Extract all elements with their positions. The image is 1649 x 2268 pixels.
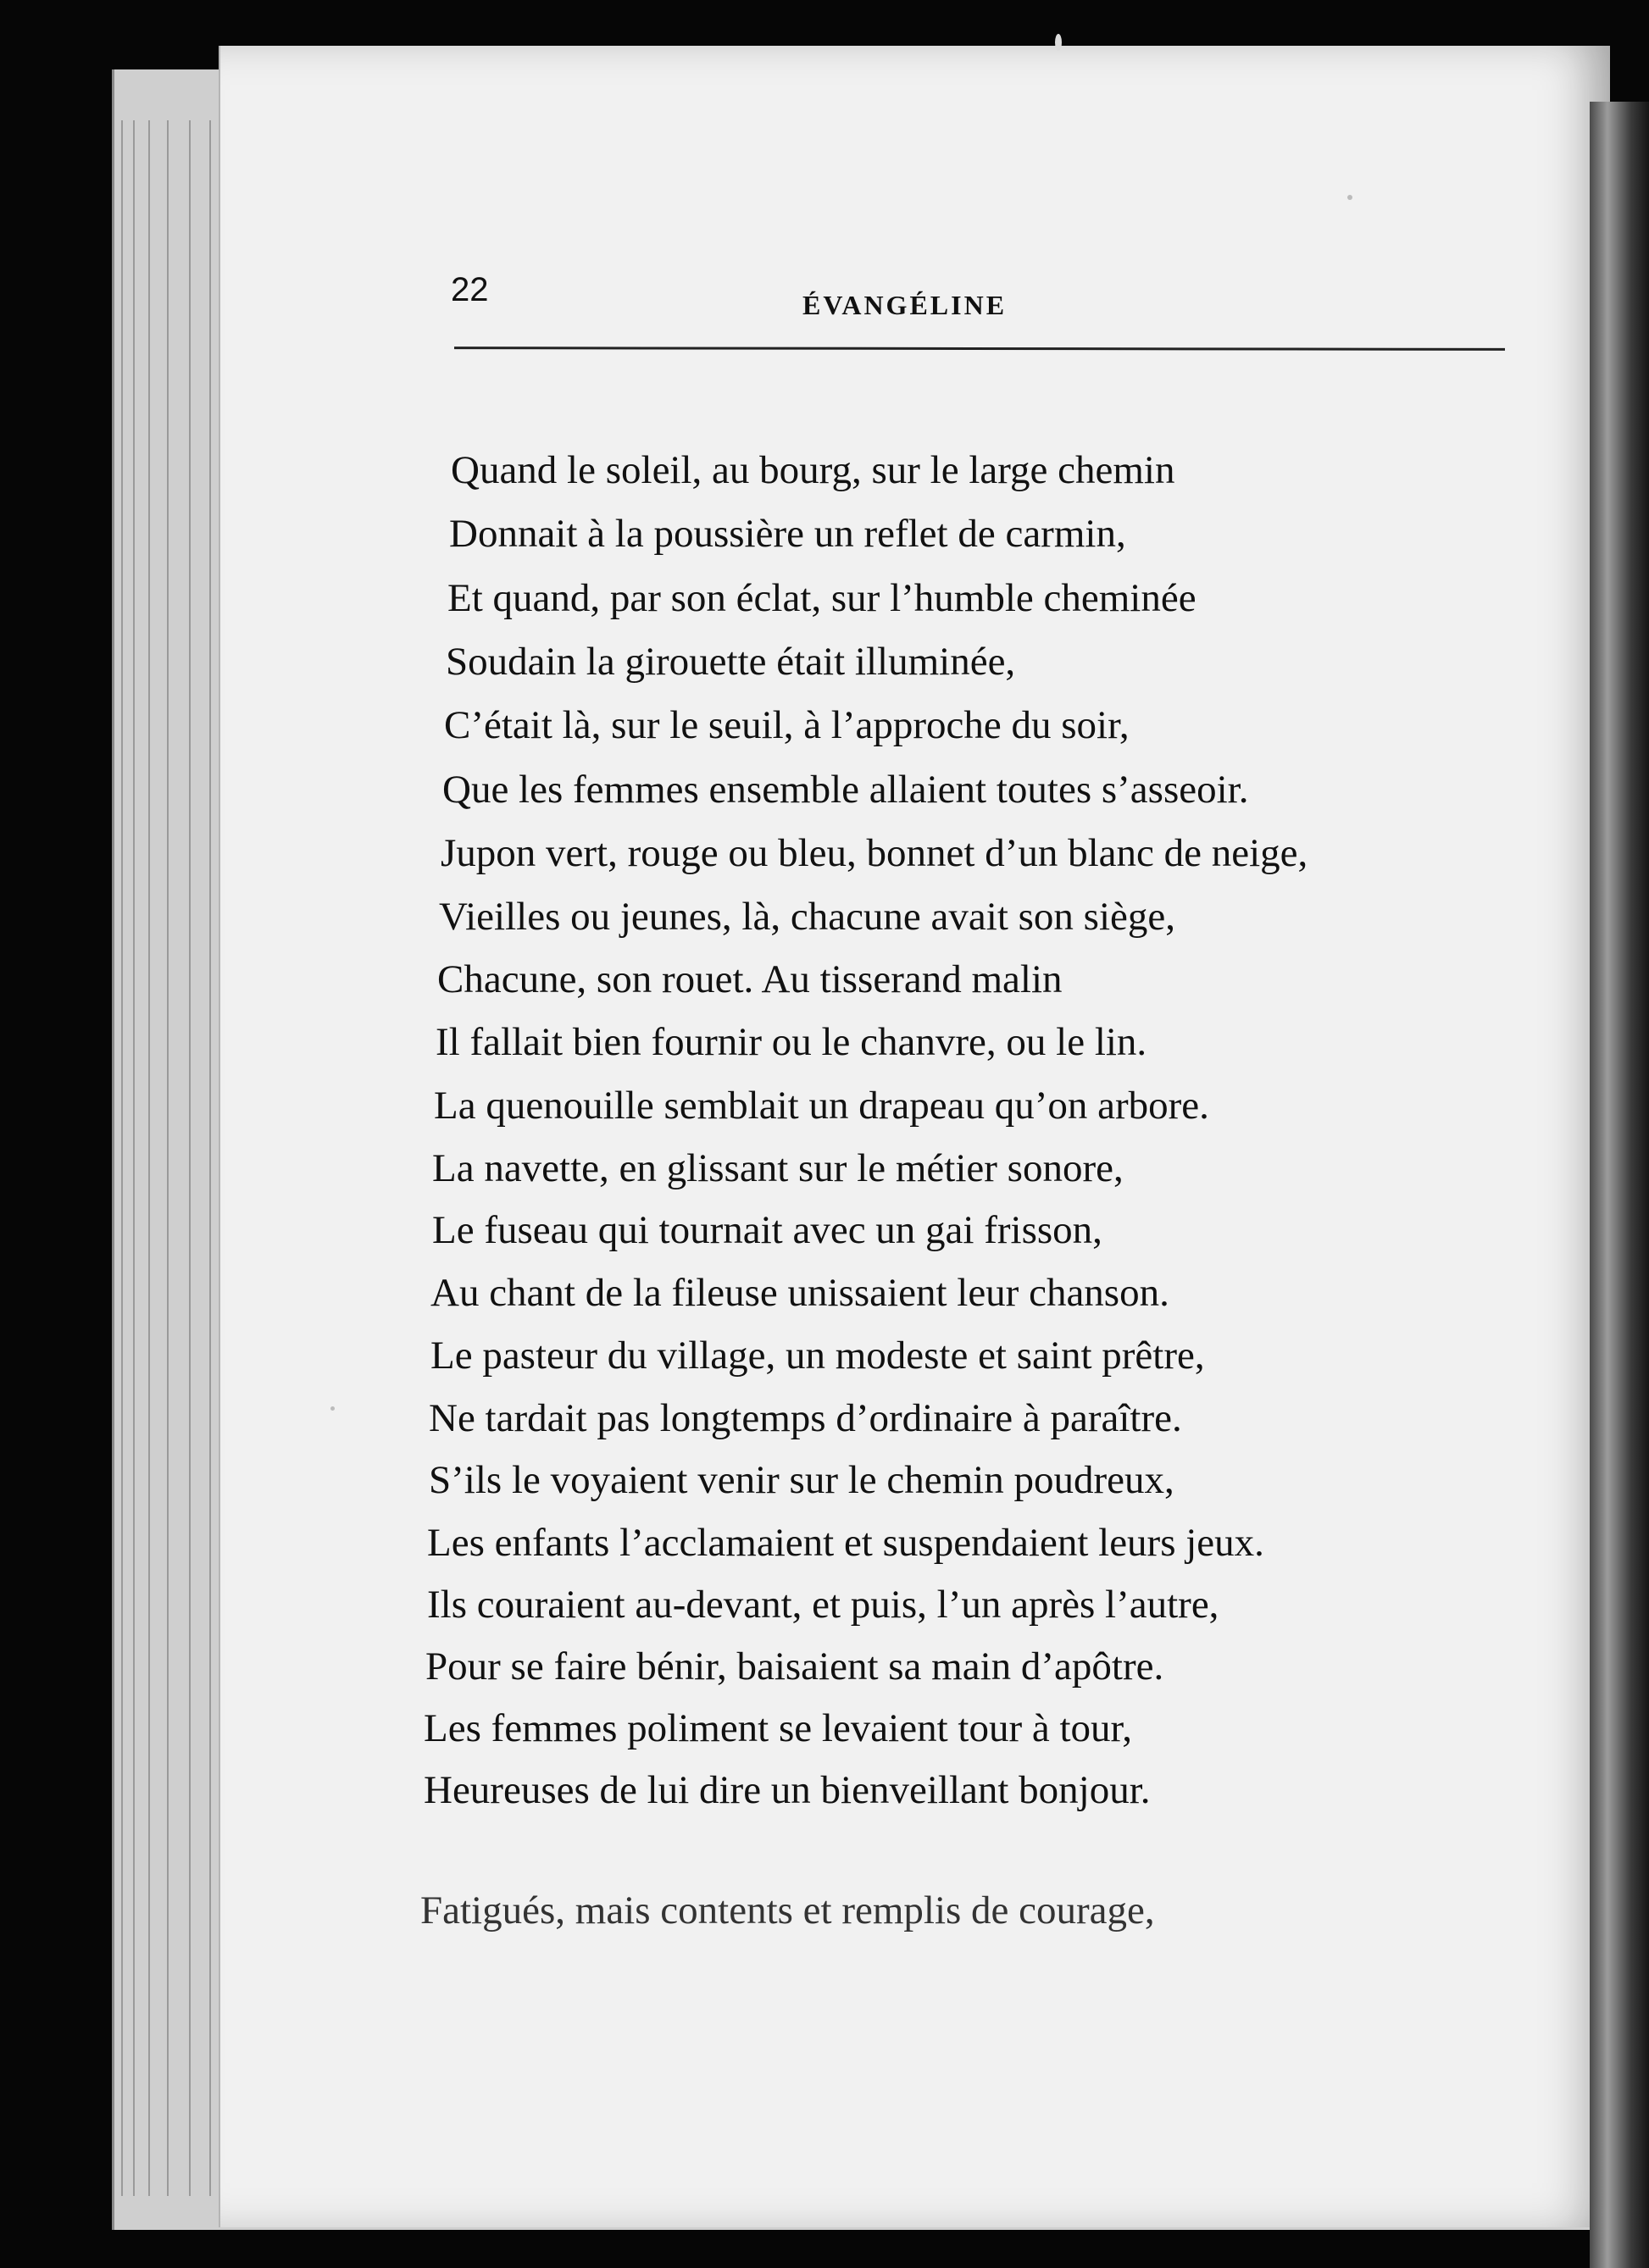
verse-line: Les femmes poliment se levaient tour à tour, [424,1706,1133,1750]
running-title: ÉVANGÉLINE [802,290,1008,320]
verse-line: Il fallait bien fournir ou le chanvre, ou le lin. [436,1020,1147,1064]
verse-line: Fatigués, mais contents et remplis de courage, [420,1888,1155,1933]
verse-line: Ne tardait pas longtemps d’ordinaire à paraître. [429,1396,1182,1440]
verse-line: Jupon vert, rouge ou bleu, bonnet d’un blanc de neige, [441,831,1308,875]
verse-line: S’ils le voyaient venir sur le chemin poudreux, [429,1458,1174,1502]
verse-line: Chacune, son rouet. Au tisserand malin [437,957,1063,1001]
dust-speck [330,1406,335,1411]
verse-line: Que les femmes ensemble allaient toutes s’asseoir. [442,768,1249,812]
verse-line: Et quand, par son éclat, sur l’humble cheminée [447,576,1196,620]
verse-line: Donnait à la poussière un reflet de carmin, [449,512,1126,556]
dust-speck [1055,34,1062,51]
verse-line: Soudain la girouette était illuminée, [446,640,1016,684]
verse-line: Le pasteur du village, un modeste et saint prêtre, [430,1334,1205,1378]
verse-line: Vieilles ou jeunes, là, chacune avait son siège, [439,895,1175,939]
verse-line: Quand le soleil, au bourg, sur le large chemin [451,448,1175,492]
verse-line: Pour se faire bénir, baisaient sa main d’apôtre. [425,1644,1164,1689]
dust-speck [1347,195,1352,200]
verse-line: C’était là, sur le seuil, à l’approche du soir, [444,703,1130,747]
verse-line: La quenouille semblait un drapeau qu’on arbore. [434,1084,1209,1128]
verse-line: Heureuses de lui dire un bienveillant bonjour. [424,1768,1151,1812]
verse-line: Les enfants l’acclamaient et suspendaient leurs jeux. [427,1521,1264,1565]
verse-line: La navette, en glissant sur le métier sonore, [432,1146,1124,1190]
verse-line: Le fuseau qui tournait avec un gai frisson, [432,1208,1102,1252]
page-number: 22 [451,271,489,308]
verse-line: Ils couraient au-devant, et puis, l’un après l’autre, [427,1583,1219,1627]
verse-line: Au chant de la fileuse unissaient leur chanson. [430,1271,1169,1315]
